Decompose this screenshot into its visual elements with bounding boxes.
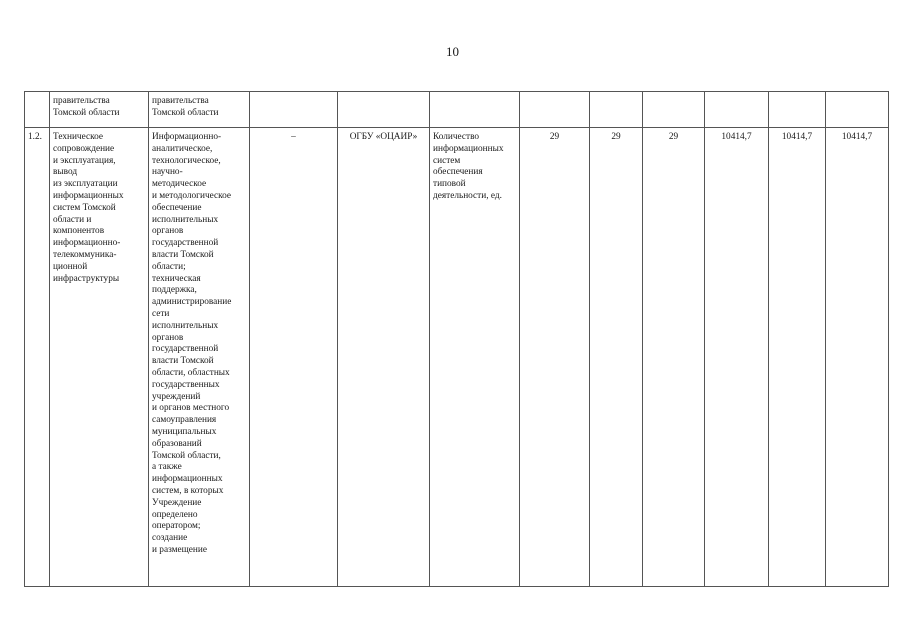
cell-indicator: [430, 128, 520, 587]
cell-text-line: оператором;: [152, 521, 201, 532]
cell-text-line: и эксплуатация,: [53, 155, 116, 166]
cell-text-line: Томской области: [53, 107, 120, 118]
cell-text-line: государственных: [152, 379, 220, 390]
cell-text-line: ционной: [53, 261, 88, 272]
cell-number: [25, 92, 50, 128]
cell-text-line: методическое: [152, 179, 207, 190]
cell-text-line: техническая: [152, 273, 201, 284]
cell-text-line: систем, в которых: [152, 485, 224, 496]
cell-text-line: сети: [152, 308, 170, 319]
cell-value-1: 29: [520, 128, 590, 587]
cell-activity-description: [149, 128, 250, 587]
cell-responsible: [50, 92, 149, 128]
cell-empty: [769, 92, 826, 128]
activity-description-lines: [152, 132, 246, 557]
cell-dash: –: [250, 128, 338, 587]
cell-text-line: информационных: [53, 190, 124, 201]
cell-text-line: администрирование: [152, 297, 232, 308]
cell-text-line: обеспечения: [433, 167, 483, 178]
cell-value-2: 29: [590, 128, 643, 587]
cell-text-line: научно-: [152, 167, 183, 178]
cell-text-line: информационных: [433, 143, 504, 154]
cell-text-line: а также: [152, 462, 182, 473]
cell-text-line: инфраструктуры: [53, 273, 120, 284]
cell-text-line: власти Томской: [152, 249, 214, 260]
cell-empty: [430, 92, 520, 128]
activity-name-lines: [53, 132, 145, 285]
cell-value-6: 10414,7: [826, 128, 889, 587]
cell-text-line: Томской области,: [152, 450, 221, 461]
cell-activity-name: [50, 128, 149, 587]
cell-text-line: информационных: [152, 474, 223, 485]
cell-empty: [338, 92, 430, 128]
cell-empty: [250, 92, 338, 128]
cell-co-executor: [149, 92, 250, 128]
cell-text-line: систем: [433, 155, 461, 166]
cell-text-line: определено: [152, 509, 198, 520]
cell-text-line: компонентов: [53, 226, 105, 237]
cell-text-line: самоуправления: [152, 415, 217, 426]
cell-text-line: вывод: [53, 167, 78, 178]
cell-text-line: аналитическое,: [152, 143, 213, 154]
cell-text-line: информационно-: [53, 238, 121, 249]
cell-text-line: Количество: [433, 132, 480, 142]
cell-text-line: исполнительных: [152, 320, 219, 331]
cell-text-line: правительства: [53, 96, 110, 106]
cell-text-line: Томской области: [152, 107, 219, 118]
cell-text-line: власти Томской: [152, 356, 214, 367]
cell-empty: [590, 92, 643, 128]
cell-text-line: и размещение: [152, 544, 207, 555]
cell-text-line: обеспечение: [152, 202, 202, 213]
cell-text-line: области и: [53, 214, 92, 225]
cell-text-line: правительства: [152, 96, 209, 106]
cell-empty: [520, 92, 590, 128]
cell-text-line: деятельности, ед.: [433, 190, 502, 201]
cell-empty: [826, 92, 889, 128]
cell-value-4: 10414,7: [705, 128, 769, 587]
cell-text-line: технологическое,: [152, 155, 221, 166]
cell-text-line: систем Томской: [53, 202, 116, 213]
cell-text-line: создание: [152, 533, 188, 544]
cell-text-line: из эксплуатации: [53, 179, 118, 190]
cell-text-line: Техническое: [53, 132, 104, 142]
cell-text-line: государственной: [152, 238, 219, 249]
cell-text-line: государственной: [152, 344, 219, 355]
cell-text-line: сопровождение: [53, 143, 115, 154]
cell-text-line: и методологическое: [152, 190, 232, 201]
cell-text-line: органов: [152, 226, 184, 237]
cell-text-line: образований: [152, 438, 202, 449]
indicator-lines: [433, 132, 516, 203]
cell-text-line: муниципальных: [152, 426, 217, 437]
cell-text-line: телекоммуника-: [53, 249, 117, 260]
cell-empty: [643, 92, 705, 128]
page-number: 10: [446, 44, 459, 59]
cell-text-line: органов: [152, 332, 184, 343]
cell-text-line: поддержка,: [152, 285, 197, 296]
cell-empty: [705, 92, 769, 128]
cell-executor: ОГБУ «ОЦАИР»: [338, 128, 430, 587]
cell-text-line: учреждений: [152, 391, 201, 402]
cell-text-line: области, областных: [152, 367, 230, 378]
cell-text-line: области;: [152, 261, 186, 272]
cell-text-line: и органов местного: [152, 403, 230, 414]
cell-text-line: исполнительных: [152, 214, 219, 225]
program-table: [24, 91, 889, 587]
cell-text-line: типовой: [433, 179, 466, 190]
cell-text-line: Информационно-: [152, 132, 222, 142]
cell-value-5: 10414,7: [769, 128, 826, 587]
cell-row-number: 1.2.: [25, 128, 50, 587]
cell-text-line: Учреждение: [152, 497, 202, 508]
table-row: [25, 128, 889, 587]
cell-value-3: 29: [643, 128, 705, 587]
table-row-continuation: [25, 92, 889, 128]
